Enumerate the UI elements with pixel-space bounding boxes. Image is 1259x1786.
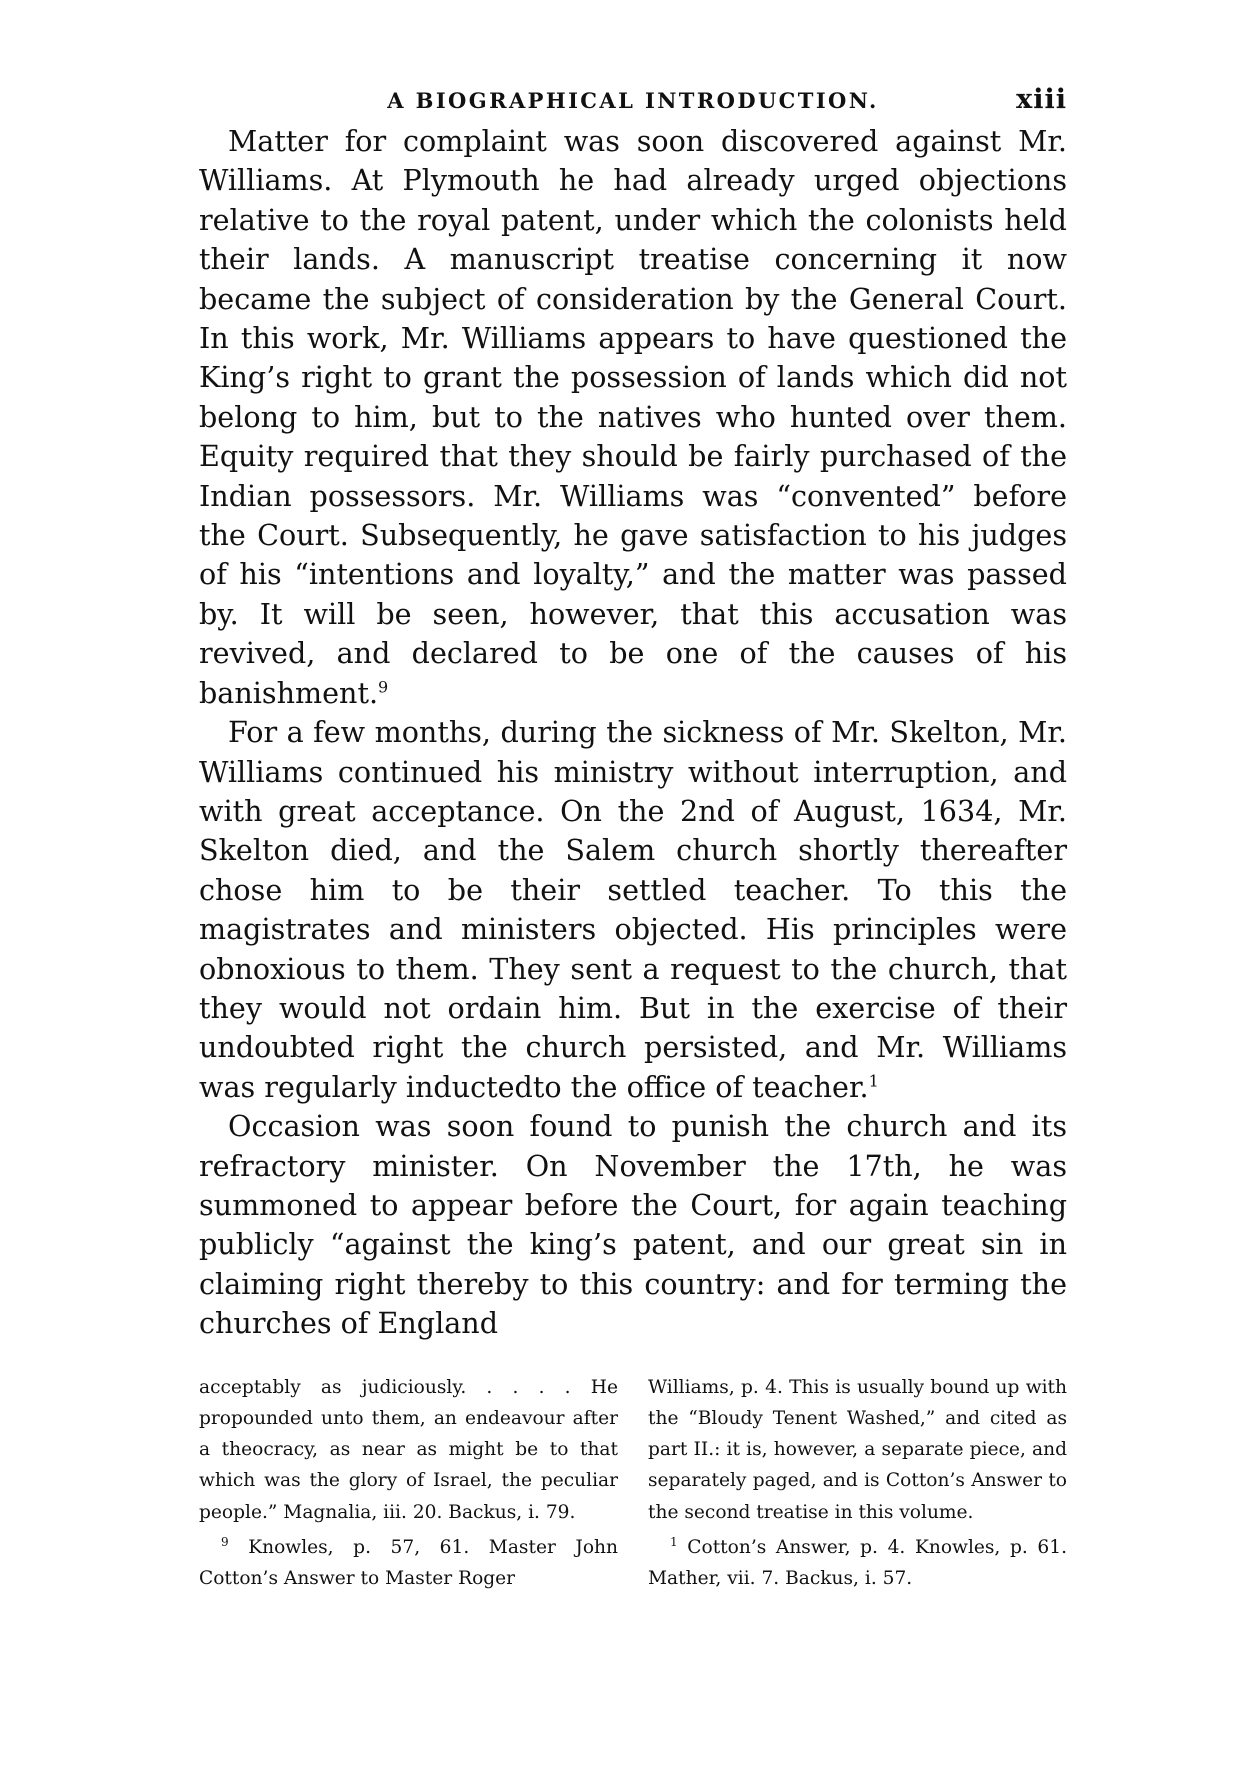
main-text: [199, 122, 1067, 1344]
footnote-reference: 1: [868, 1071, 879, 1091]
paragraph: [199, 122, 1067, 713]
footnote-text: Williams, p. 4. This is usually bound up with the “Bloudy Tenent Washed,” and cited as part II.: it is, however, a separate piece, and separately paged, and is Cotton’s Answer to the second treatise in this volume.: [648, 1376, 1067, 1523]
footnote: [199, 1372, 618, 1528]
footnote: [199, 1532, 618, 1595]
paragraph-text: Occasion was soon found to punish the church and its refractory minister. On November the 17th, he was summoned to appear before the Court, for again teaching publicly “against the king’s patent, and our great sin in claiming right thereby to this country: and for terming the churches of England: [199, 1109, 1067, 1341]
paragraph-text: For a few months, during the sickness of Mr. Skelton, Mr. Williams continued his ministry without interruption, and with great acceptance. On the 2nd of August, 1634, Mr. Skelton died, and the Salem church shortly thereafter chose him to be their settled teacher. To this the magistrates and ministers objected. His principles were obnoxious to them. They sent a request to the church, that they would not ordain him. But in the exercise of their undoubted right the church persisted, and Mr. Williams was regularly inductedto the office of teacher.: [199, 715, 1067, 1104]
paragraph: [199, 713, 1067, 1107]
page-number: xiii: [1016, 84, 1067, 115]
paragraph: [199, 1107, 1067, 1343]
footnote-text: acceptably as judiciously. . . . . He propounded unto them, an endeavour after a theocracy, as near as might be to that which was the glory of Israel, the peculiar people.” Magnalia, iii. 20. Backus, i. 79.: [199, 1376, 618, 1523]
footnote-mark: 9: [221, 1534, 229, 1549]
footnote: [648, 1532, 1067, 1595]
footnote-column-left: [199, 1372, 618, 1595]
running-title: A BIOGRAPHICAL INTRODUCTION.: [387, 88, 879, 113]
book-page: [199, 70, 1067, 1595]
paragraph-text: Matter for complaint was soon discovered against Mr. Williams. At Plymouth he had already urged objections relative to the royal patent, under which the colonists held their lands. A manuscript treatise concerning it now became the subject of consideration by the General Court. In this work, Mr. Williams appears to have questioned the King’s right to grant the possession of lands which did not belong to him, but to the natives who hunted over them. Equity required that they should be fairly purchased of the Indian possessors. Mr. Williams was “convented” before the Court. Subsequently, he gave satisfaction to his judges of his “intentions and loyalty,” and the matter was passed by. It will be seen, however, that this accusation was revived, and declared to be one of the causes of his banishment.: [199, 124, 1067, 710]
footnote-text: Knowles, p. 57, 61. Master John Cotton’s Answer to Master Roger: [199, 1537, 618, 1590]
footnote-reference: 9: [378, 677, 389, 697]
footnote-text: Cotton’s Answer, p. 4. Knowles, p. 61. Mather, vii. 7. Backus, i. 57.: [648, 1537, 1067, 1590]
footnote-mark: 1: [670, 1534, 678, 1549]
running-head: [199, 70, 1067, 122]
footnote-column-right: [648, 1372, 1067, 1595]
footnotes: [199, 1372, 1067, 1595]
footnote: [648, 1372, 1067, 1528]
